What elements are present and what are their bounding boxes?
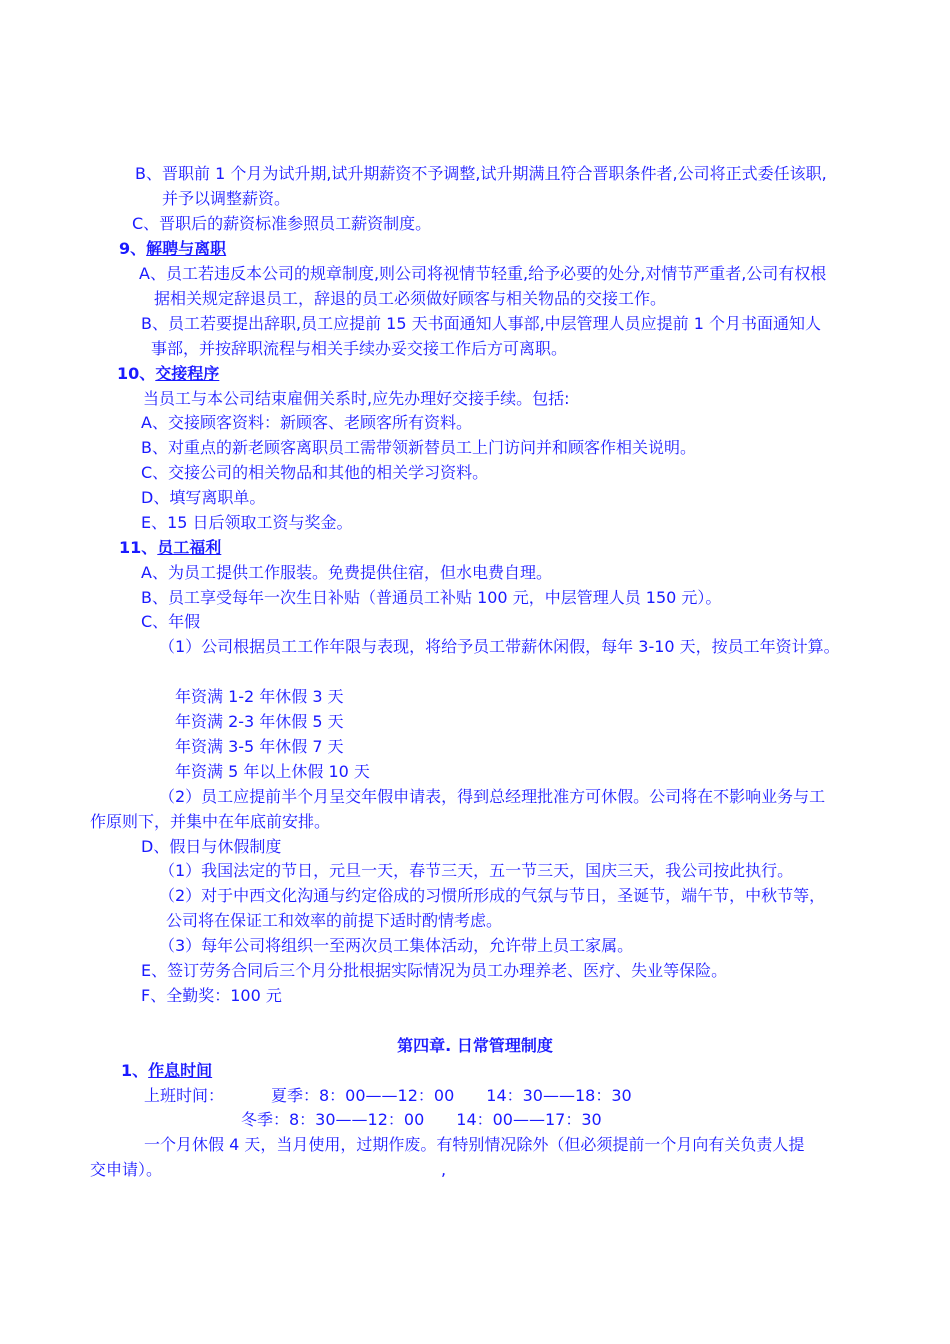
handover-d: D、填写离职单。 [141, 488, 266, 507]
welfare-a: A、为员工提供工作服装。免费提供住宿，但水电费自理。 [141, 563, 552, 582]
welfare-b: B、员工享受每年一次生日补贴（普通员工补贴 100 元，中层管理人员 150 元）。 [141, 588, 722, 607]
tenure-tier-4: 年资满 5 年以上休假 10 天 [175, 762, 370, 781]
schedule-number: 1、 [121, 1061, 149, 1080]
schedule-heading [121, 1059, 212, 1083]
work-hours-label: 上班时间： [144, 1086, 225, 1105]
welfare-c: C、年假 [141, 612, 201, 631]
welfare-c2-line2: 作原则下，并集中在年底前安排。 [90, 812, 331, 831]
section-11-heading [119, 536, 221, 560]
welfare-f: F、全勤奖：100 元 [141, 986, 282, 1005]
dismissal-a-line1: A、员工若违反本公司的规章制度,则公司将视情节轻重,给予必要的处分,对情节严重者,公司有权根 [139, 264, 827, 283]
leave-note-line2: 交申请）。 [90, 1160, 163, 1179]
leave-note-line1: 一个月休假 4 天，当月使用，过期作废。有特别情况除外（但必须提前一个月向有关负责人提 [144, 1135, 805, 1154]
promotion-b-line1: B、晋职前 1 个月为试升期,试升期薪资不予调整,试升期满且符合晋职条件者,公司将正式委任该职, [135, 164, 827, 183]
promotion-b-line2: 并予以调整薪资。 [162, 189, 291, 208]
section-9-title: 解聘与离职 [146, 239, 227, 258]
welfare-d: D、假日与休假制度 [141, 837, 282, 856]
tenure-tier-1: 年资满 1-2 年休假 3 天 [175, 687, 344, 706]
stray-comma: , [441, 1160, 447, 1179]
welfare-d2-line1: （2）对于中西文化沟通与约定俗成的习惯所形成的气氛与节日，圣诞节，端午节，中秋节等， [159, 886, 826, 905]
chapter-4-title: 第四章. 日常管理制度 [397, 1036, 553, 1055]
section-10-number: 10、 [117, 364, 156, 383]
welfare-d1: （1）我国法定的节日，元旦一天，春节三天，五一节三天，国庆三天，我公司按此执行。 [159, 861, 794, 880]
tenure-tier-2: 年资满 2-3 年休假 5 天 [175, 712, 344, 731]
handover-e: E、15 日后领取工资与奖金。 [141, 513, 353, 532]
dismissal-b-line2: 事部，并按辞职流程与相关手续办妥交接工作后方可离职。 [151, 339, 568, 358]
dismissal-b-line1: B、员工若要提出辞职,员工应提前 15 天书面通知人事部,中层管理人员应提前 1 个月书面通知人 [141, 314, 822, 333]
section-10-heading [117, 362, 219, 386]
summer-hours: 夏季：8：00——12：00 14：30——18：30 [271, 1086, 632, 1105]
handover-a: A、交接顾客资料：新顾客、老顾客所有资料。 [141, 413, 472, 432]
tenure-tier-3: 年资满 3-5 年休假 7 天 [175, 737, 344, 756]
section-10-title: 交接程序 [155, 364, 220, 383]
welfare-d3: （3）每年公司将组织一至两次员工集体活动，允许带上员工家属。 [159, 936, 634, 955]
handover-intro: 当员工与本公司结束雇佣关系时,应先办理好交接手续。包括: [143, 389, 570, 408]
welfare-c1: （1）公司根据员工工作年限与表现，将给予员工带薪休闲假，每年 3-10 天，按员工年资计算。 [159, 637, 840, 656]
winter-hours: 冬季：8：30——12：00 14：00——17：30 [241, 1110, 602, 1129]
section-9-heading [119, 237, 226, 261]
handover-b: B、对重点的新老顾客离职员工需带领新替员工上门访问并和顾客作相关说明。 [141, 438, 696, 457]
welfare-c2-line1: （2）员工应提前半个月呈交年假申请表，得到总经理批准方可休假。公司将在不影响业务与工 [159, 787, 826, 806]
dismissal-a-line2: 据相关规定辞退员工，辞退的员工必须做好顾客与相关物品的交接工作。 [154, 289, 667, 308]
section-11-title: 员工福利 [157, 538, 222, 557]
section-11-number: 11、 [119, 538, 158, 557]
welfare-d2-line2: 公司将在保证工和效率的前提下适时酌情考虑。 [166, 911, 503, 930]
promotion-c: C、晋职后的薪资标准参照员工薪资制度。 [132, 214, 432, 233]
handover-c: C、交接公司的相关物品和其他的相关学习资料。 [141, 463, 489, 482]
section-9-number: 9、 [119, 239, 147, 258]
schedule-title: 作息时间 [148, 1061, 213, 1080]
welfare-e: E、签订劳务合同后三个月分批根据实际情况为员工办理养老、医疗、失业等保险。 [141, 961, 728, 980]
